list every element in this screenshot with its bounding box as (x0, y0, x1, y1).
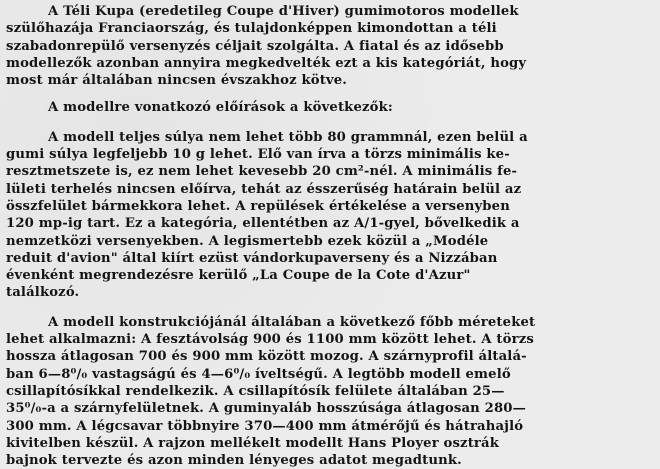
text-line: 35⁰/₀-a a szárnyfelületnek. A guminyaláb hosszúsága átlagosan 280— (6, 401, 526, 417)
text-line: gumi súlya legfeljebb 10 g lehet. Elő van írva a törzs minimális ke- (6, 147, 510, 163)
text-line: csillapítósíkkal rendelkezik. A csillapítósík felülete általában 25— (6, 383, 505, 399)
construction-paragraph (6, 314, 656, 469)
text-line: A modellre vonatkozó előírások a következők: (48, 100, 393, 116)
text-line: kivitelben készül. A rajzon mellékelt modellt Hans Ployer osztrák (6, 435, 500, 451)
text-line: lületi terhelés nincsen előírva, tehát az ésszerűség határain belül az (6, 181, 522, 197)
text-line: összfelület bármekkora lehet. A repülések értékelése a versenyben (6, 198, 510, 214)
paragraph-spacer (6, 117, 656, 129)
text-line: hossza átlagosan 700 és 900 mm között mozog. A szárnyprofil általá- (6, 349, 527, 365)
text-line: 300 mm. A légcsavar többnyire 370—400 mm átmérőjű és hátrahajló (6, 418, 524, 434)
text-line: szülőhazája Franciaország, és tulajdonképpen kimondottan a téli (6, 21, 497, 37)
text-line: A modell konstrukciójánál általában a következő főbb méreteket (48, 314, 536, 330)
text-line: modellezők azonban annyira megkedvelték ezt a kis kategóriát, hogy (6, 55, 527, 71)
text-line: most már általában nincsen évszakhoz kötve. (6, 73, 348, 89)
text-line: 120 mp-ig tart. Ez a kategória, ellentétben az A/1-gyel, bővelkedik a (6, 216, 520, 232)
text-line: találkozó. (6, 285, 80, 301)
text-line: lehet alkalmazni: A fesztávolság 900 és 1100 mm között lehet. A törzs (6, 332, 534, 348)
text-line: A modell teljes súlya nem lehet több 80 grammnál, ezen belül a (48, 129, 528, 145)
text-line: nemzetközi versenyekben. A legismertebb ezek közül a „Modéle (6, 233, 489, 249)
text-line: resztmetszete is, ez nem lehet kevesebb 20 cm²-nél. A minimális fe- (6, 164, 518, 180)
rules-heading (6, 99, 656, 116)
intro-paragraph (6, 3, 656, 89)
text-line: bajnok tervezte és azon minden lényeges adatot megadtunk. (6, 453, 462, 469)
paragraph-spacer (6, 302, 656, 314)
text-line: A Téli Kupa (eredetileg Coupe d'Hiver) gumimotoros modellek (48, 4, 519, 19)
text-line: évenként megrendezésre kerülő „La Coupe de la Cote d'Azur" (6, 268, 471, 284)
text-line: reduit d'avion" által kiírt ezüst vándorkupaverseny és a Nizzában (6, 250, 498, 266)
paragraph-spacer (6, 89, 656, 99)
rules-paragraph (6, 129, 656, 302)
text-line: szabadonrepülő versenyzés céljait szolgálta. A fiatal és az idősebb (6, 38, 504, 54)
text-line: ban 6—8⁰/₀ vastagságú és 4—6⁰/₀ íveltségű. A legtöbb modell emelő (6, 366, 511, 382)
